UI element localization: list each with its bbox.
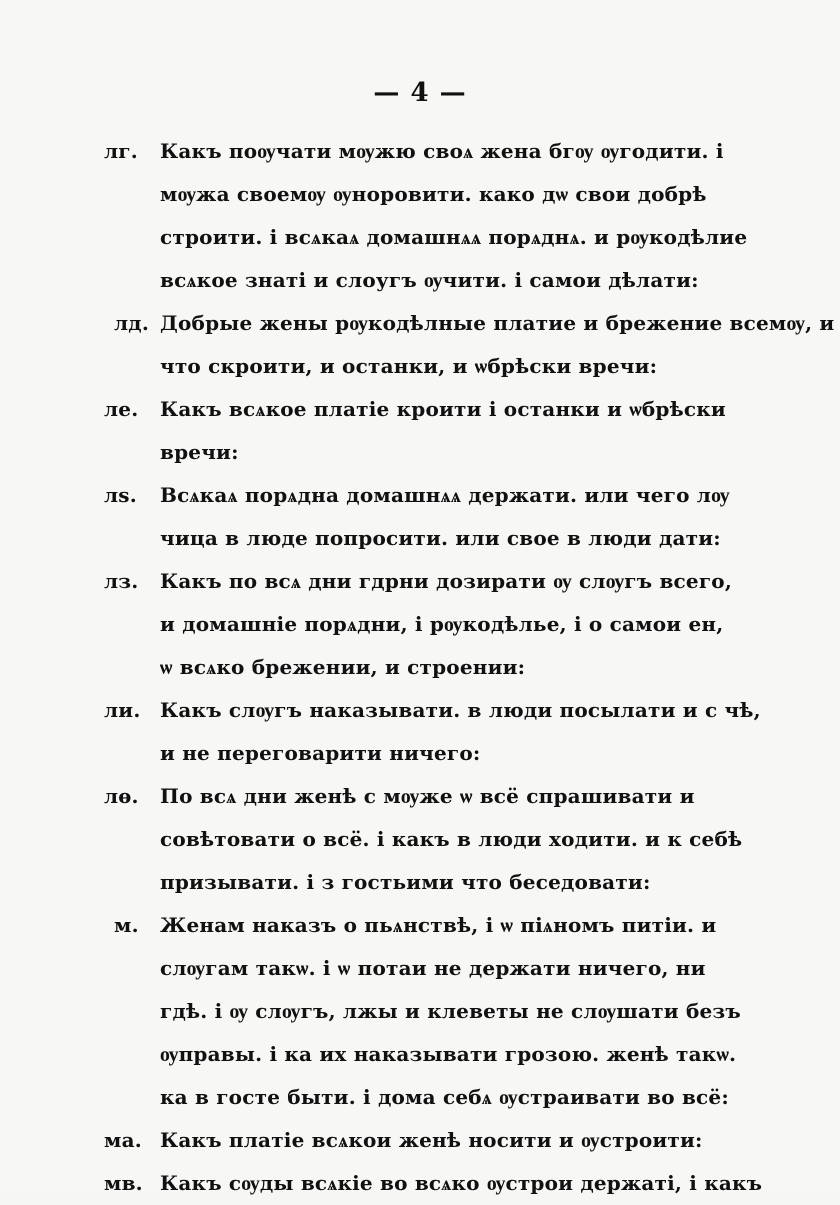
entry-ma [100,1119,703,1162]
entry-number: ли. [104,698,141,722]
entry-number: м. [114,913,139,937]
entry-line: ка в госте быти. і дома себѧ ѹстраивати во всё: [160,1085,729,1109]
entry-line: По всѧ дни женѣ с мѹже ѡ всё спрашивати и [160,784,695,808]
entry-line: строити. і всѧкаѧ домашнѧѧ порѧднѧ. и рѹкодѣлие [160,225,748,249]
entry-ls [100,474,730,560]
entry-line: Какъ слѹгъ наказывати. в люди посылати и с чѣ, [160,698,761,722]
entries-list [100,130,835,1205]
entry-line: Какъ всѧкое платіе кроити і останки и ѡбрѣски [160,397,726,421]
entry-line: Какъ платіе всѧкои женѣ носити и ѹстроити: [160,1128,703,1152]
entry-line: совѣтовати о всё. і какъ в люди ходити. и к себѣ [160,827,743,851]
entry-mv [100,1162,763,1205]
entry-m [100,904,741,1119]
entry-line: чица в люде попросити. или свое в люди дати: [160,526,721,550]
entry-line: Какъ по всѧ дни гдрни дозирати ѹ слѹгъ всего, [160,569,733,593]
entry-line: Добрые жены рѹкодѣлные платие и брежение всемѹ, и [160,311,835,335]
entry-number: лд. [114,311,149,335]
entry-number: ма. [104,1128,142,1152]
entry-line: ѹправы. і ка их наказывати грозою. женѣ такѡ. [160,1042,737,1066]
entry-line: и не переговарити ничего: [160,741,481,765]
entry-line: и домашніе порѧдни, і рѹкодѣлье, і о самои ен, [160,612,724,636]
entry-line: вречи: [160,440,239,464]
entry-line: мѹжа своемѹ ѹноровити. како дѡ свои добрѣ [160,182,707,206]
entry-le [100,388,726,474]
entry-line: что скроити, и останки, и ѡбрѣски вречи: [160,354,658,378]
entry-number: лз. [104,569,139,593]
entry-line: Какъ поѹчати мѹжю своѧ жена бгѹ ѹгодити. і [160,139,724,163]
entry-line: ѡ всѧко брежении, и строении: [160,655,526,679]
entry-lg [100,130,748,302]
entry-line: Женам наказъ о пьѧнствѣ, і ѡ піѧномъ питіи. и [160,913,717,937]
entry-number: ле. [104,397,139,421]
entry-line: Какъ сѹды всѧкіе во всѧко ѹстрои держаті, і какъ [160,1171,763,1195]
page-number: — 4 — [373,78,467,108]
entry-number: лг. [104,139,138,163]
entry-line: всѧкое знаті и слоугъ ѹчити. і самои дѣлати: [160,268,699,292]
entry-line: слѹгам такѡ. і ѡ потаи не держати ничего, ни [160,956,706,980]
entry-number: лѳ. [104,784,139,808]
entry-lz [100,560,733,689]
entry-line: призывати. і з гостьими что беседовати: [160,870,651,894]
entry-ld [100,302,835,388]
entry-line: гдѣ. і ѹ слѹгъ, лжы и клеветы не слѹшати безъ [160,999,741,1023]
entry-lth [100,775,743,904]
entry-line: Всѧкаѧ порѧдна домашнѧѧ держати. или чего лѹ [160,483,730,507]
entry-number: мв. [104,1171,143,1195]
entry-li [100,689,761,775]
entry-number: лѕ. [104,483,137,507]
